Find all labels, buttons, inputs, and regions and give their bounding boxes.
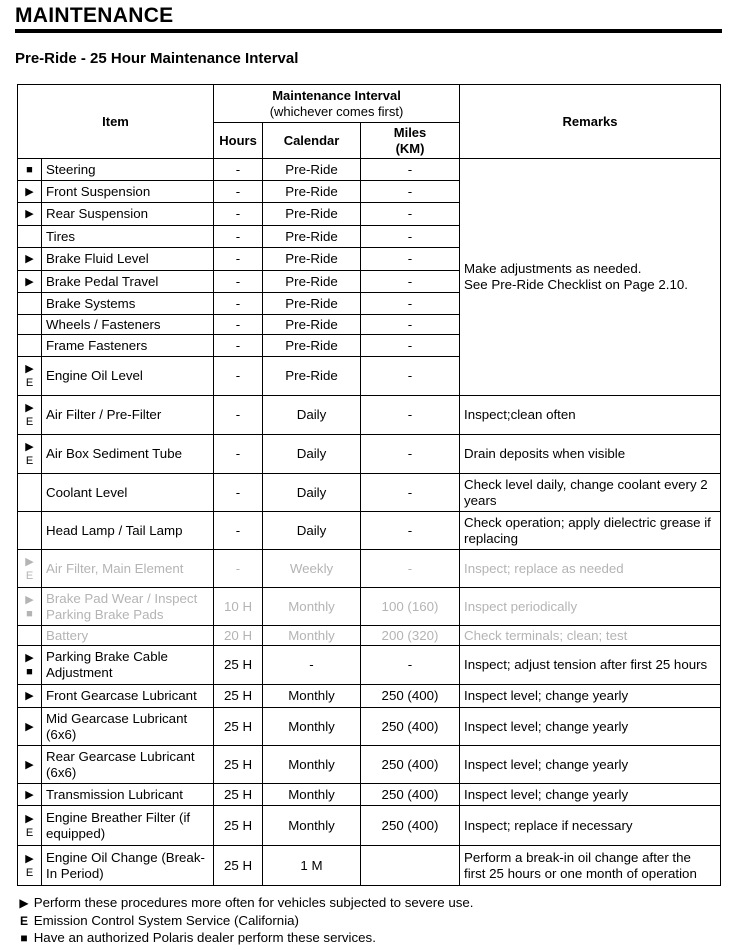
table-row: [18, 784, 721, 806]
row-miles: -: [361, 396, 460, 435]
row-hours: 25 H: [214, 685, 263, 708]
row-hours: -: [214, 550, 263, 588]
row-calendar: Monthly: [263, 746, 361, 784]
shared-remark-line: See Pre-Ride Checklist on Page 2.10.: [464, 277, 688, 292]
legend-text: Perform these procedures more often for vehicles subjected to severe use.: [33, 895, 474, 910]
row-miles: -: [361, 159, 460, 181]
row-item: Brake Pedal Travel: [42, 271, 214, 293]
row-hours: 25 H: [214, 784, 263, 806]
row-calendar: Pre-Ride: [263, 315, 361, 335]
header-item: Item: [18, 85, 214, 159]
row-miles: -: [361, 203, 460, 226]
row-hours: 20 H: [214, 626, 263, 646]
row-hours: 25 H: [214, 708, 263, 746]
row-calendar: Daily: [263, 512, 361, 550]
row-calendar: Pre-Ride: [263, 271, 361, 293]
row-calendar: Pre-Ride: [263, 226, 361, 248]
row-symbols: [18, 248, 42, 271]
row-miles: -: [361, 315, 460, 335]
row-item: Air Filter / Pre-Filter: [42, 396, 214, 435]
row-symbol-secondary: E: [25, 826, 34, 839]
row-item: Brake Systems: [42, 293, 214, 315]
row-symbols: [18, 588, 42, 626]
table-row: [18, 708, 721, 746]
row-symbols: [18, 357, 42, 396]
row-symbol-secondary: E: [25, 569, 34, 582]
row-miles: -: [361, 335, 460, 357]
table-row: [18, 588, 721, 626]
row-symbols: [18, 846, 42, 886]
row-calendar: Weekly: [263, 550, 361, 588]
row-symbols: [18, 435, 42, 474]
row-symbols: [18, 159, 42, 181]
row-symbols: [18, 315, 42, 335]
row-miles: 200 (320): [361, 626, 460, 646]
row-item: Coolant Level: [42, 474, 214, 512]
row-calendar: Pre-Ride: [263, 159, 361, 181]
row-calendar: Monthly: [263, 806, 361, 846]
row-item: Steering: [42, 159, 214, 181]
row-symbols: [18, 293, 42, 315]
row-calendar: Daily: [263, 474, 361, 512]
table-row: [18, 846, 721, 886]
row-remarks: Inspect; replace if necessary: [460, 806, 721, 846]
row-item: Air Box Sediment Tube: [42, 435, 214, 474]
legend-symbol: ▶: [19, 896, 29, 910]
row-miles: 100 (160): [361, 588, 460, 626]
row-calendar: Pre-Ride: [263, 357, 361, 396]
row-item: Wheels / Fasteners: [42, 315, 214, 335]
row-miles: 250 (400): [361, 708, 460, 746]
row-calendar: Monthly: [263, 626, 361, 646]
row-remarks: Check operation; apply dielectric grease if replacing: [460, 512, 721, 550]
header-interval-note: (whichever comes first): [269, 103, 404, 119]
row-symbols: [18, 746, 42, 784]
row-remarks: Inspect; replace as needed: [460, 550, 721, 588]
row-symbol-primary: ▶: [25, 208, 34, 220]
title-rule: [15, 29, 722, 33]
row-symbols: [18, 203, 42, 226]
row-symbols: [18, 335, 42, 357]
row-remarks: Inspect;clean often: [460, 396, 721, 435]
row-hours: -: [214, 435, 263, 474]
row-hours: -: [214, 396, 263, 435]
header-miles-label: Miles: [393, 124, 427, 140]
row-remarks: Perform a break-in oil change after the first 25 hours or one month of operation: [460, 846, 721, 886]
row-symbols: [18, 626, 42, 646]
row-hours: 25 H: [214, 846, 263, 886]
row-remarks: Inspect level; change yearly: [460, 685, 721, 708]
row-hours: -: [214, 357, 263, 396]
row-symbols: [18, 181, 42, 203]
row-symbol-primary: ▶: [25, 363, 34, 375]
row-miles: -: [361, 181, 460, 203]
row-symbol-primary: ▶: [25, 812, 34, 825]
row-miles: -: [361, 435, 460, 474]
table-row: [18, 746, 721, 784]
maintenance-table: [17, 84, 721, 886]
table-row: [18, 806, 721, 846]
row-hours: -: [214, 248, 263, 271]
row-calendar: Pre-Ride: [263, 248, 361, 271]
row-hours: -: [214, 512, 263, 550]
row-symbol-primary: ▶: [25, 652, 34, 664]
row-item: Tires: [42, 226, 214, 248]
row-miles: -: [361, 512, 460, 550]
row-item: Brake Pad Wear / Inspect Parking Brake Pads: [42, 588, 214, 626]
row-item: Engine Breather Filter (if equipped): [42, 806, 214, 846]
page-title: MAINTENANCE: [15, 4, 174, 27]
row-symbol-primary: ▶: [25, 253, 34, 265]
row-item: Front Gearcase Lubricant: [42, 685, 214, 708]
row-symbol-primary: ▶: [25, 441, 34, 453]
row-miles: 250 (400): [361, 806, 460, 846]
row-hours: -: [214, 335, 263, 357]
shared-remark-line: Make adjustments as needed.: [464, 261, 642, 276]
row-item: Frame Fasteners: [42, 335, 214, 357]
row-symbol-primary: ▶: [25, 788, 34, 801]
legend-text: Emission Control System Service (California): [33, 913, 299, 928]
table-row: [18, 159, 721, 181]
table-row: [18, 550, 721, 588]
row-symbol-primary: ▶: [25, 275, 34, 288]
header-calendar: Calendar: [263, 123, 361, 159]
row-calendar: 1 M: [263, 846, 361, 886]
row-symbol-primary: ▶: [25, 593, 34, 606]
header-interval-label: Maintenance Interval: [272, 87, 401, 103]
row-hours: -: [214, 293, 263, 315]
row-miles: -: [361, 271, 460, 293]
header-hours: Hours: [214, 123, 263, 159]
row-miles: [361, 846, 460, 886]
table-row: [18, 626, 721, 646]
row-calendar: Monthly: [263, 708, 361, 746]
row-item: Parking Brake Cable Adjustment: [42, 646, 214, 685]
row-symbol-primary: ▶: [25, 555, 34, 568]
row-item: Battery: [42, 626, 214, 646]
row-remarks: Check level daily, change coolant every 2 years: [460, 474, 721, 512]
table-row: [18, 435, 721, 474]
row-hours: 25 H: [214, 806, 263, 846]
row-symbol-primary: ▶: [25, 185, 34, 198]
row-item: Front Suspension: [42, 181, 214, 203]
row-item: Mid Gearcase Lubricant (6x6): [42, 708, 214, 746]
row-calendar: Daily: [263, 435, 361, 474]
header-interval: [214, 85, 460, 123]
row-hours: 10 H: [214, 588, 263, 626]
table-body: [18, 159, 721, 886]
section-title: Pre-Ride - 25 Hour Maintenance Interval: [15, 50, 299, 67]
row-symbol-primary: ▶: [25, 402, 34, 414]
row-miles: -: [361, 248, 460, 271]
row-symbol-secondary: ■: [26, 607, 33, 620]
legend-item: [18, 895, 473, 910]
row-miles: -: [361, 550, 460, 588]
legend-item: [18, 930, 376, 945]
row-miles: -: [361, 293, 460, 315]
row-miles: 250 (400): [361, 685, 460, 708]
header-remarks: Remarks: [460, 85, 721, 159]
row-item: Rear Suspension: [42, 203, 214, 226]
row-hours: -: [214, 203, 263, 226]
legend-symbol: E: [19, 914, 28, 928]
header-miles-unit: (KM): [395, 140, 425, 156]
row-symbol-secondary: E: [25, 416, 34, 428]
row-calendar: Daily: [263, 396, 361, 435]
row-calendar: Pre-Ride: [263, 335, 361, 357]
legend-symbol: ■: [20, 931, 28, 945]
row-symbols: [18, 708, 42, 746]
row-remarks: Inspect level; change yearly: [460, 746, 721, 784]
table-row: [18, 474, 721, 512]
row-calendar: Pre-Ride: [263, 203, 361, 226]
row-hours: -: [214, 226, 263, 248]
row-symbols: [18, 646, 42, 685]
row-hours: -: [214, 474, 263, 512]
legend-item: [18, 913, 299, 928]
row-calendar: Pre-Ride: [263, 293, 361, 315]
row-miles: -: [361, 357, 460, 396]
shared-remarks: [460, 159, 721, 396]
table-row: [18, 646, 721, 685]
row-calendar: Monthly: [263, 784, 361, 806]
table-row: [18, 396, 721, 435]
row-remarks: Inspect periodically: [460, 588, 721, 626]
row-remarks: Inspect level; change yearly: [460, 708, 721, 746]
row-symbols: [18, 396, 42, 435]
row-item: Air Filter, Main Element: [42, 550, 214, 588]
row-symbol-primary: ▶: [25, 690, 34, 702]
row-hours: 25 H: [214, 646, 263, 685]
row-symbol-secondary: E: [25, 377, 34, 389]
row-miles: -: [361, 226, 460, 248]
row-hours: -: [214, 315, 263, 335]
row-symbol-primary: ▶: [25, 852, 34, 865]
row-symbol-secondary: E: [25, 455, 34, 467]
row-symbol-secondary: E: [25, 866, 34, 879]
row-symbols: [18, 226, 42, 248]
row-remarks: Inspect level; change yearly: [460, 784, 721, 806]
row-hours: -: [214, 159, 263, 181]
row-miles: 250 (400): [361, 746, 460, 784]
header-miles: [361, 123, 460, 159]
row-symbol-primary: ▶: [25, 720, 34, 733]
row-item: Head Lamp / Tail Lamp: [42, 512, 214, 550]
row-symbols: [18, 550, 42, 588]
row-remarks: Inspect; adjust tension after first 25 hours: [460, 646, 721, 685]
row-symbols: [18, 512, 42, 550]
row-symbol-secondary: ■: [26, 666, 33, 678]
row-symbol-primary: ▶: [25, 758, 34, 771]
row-item: Engine Oil Level: [42, 357, 214, 396]
row-symbols: [18, 784, 42, 806]
row-remarks: Drain deposits when visible: [460, 435, 721, 474]
row-hours: -: [214, 271, 263, 293]
row-symbol-primary: ■: [26, 163, 33, 176]
row-calendar: -: [263, 646, 361, 685]
row-item: Engine Oil Change (Break-In Period): [42, 846, 214, 886]
row-calendar: Monthly: [263, 588, 361, 626]
row-symbols: [18, 806, 42, 846]
row-symbols: [18, 271, 42, 293]
row-miles: -: [361, 646, 460, 685]
row-remarks: Check terminals; clean; test: [460, 626, 721, 646]
row-symbols: [18, 685, 42, 708]
row-symbols: [18, 474, 42, 512]
row-miles: 250 (400): [361, 784, 460, 806]
row-item: Rear Gearcase Lubricant (6x6): [42, 746, 214, 784]
legend-text: Have an authorized Polaris dealer perform these services.: [33, 930, 376, 945]
table-row: [18, 685, 721, 708]
table-row: [18, 512, 721, 550]
row-hours: -: [214, 181, 263, 203]
row-calendar: Pre-Ride: [263, 181, 361, 203]
row-item: Transmission Lubricant: [42, 784, 214, 806]
row-miles: -: [361, 474, 460, 512]
row-hours: 25 H: [214, 746, 263, 784]
row-calendar: Monthly: [263, 685, 361, 708]
row-item: Brake Fluid Level: [42, 248, 214, 271]
